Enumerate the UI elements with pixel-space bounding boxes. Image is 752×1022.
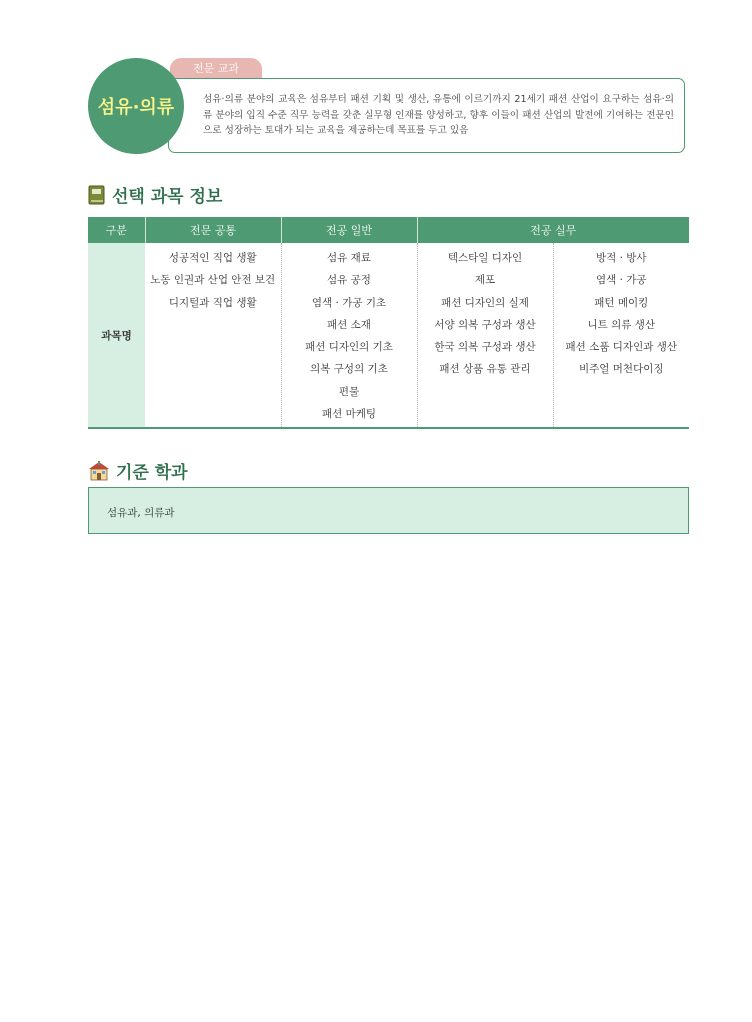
field-name: 섬유·의류 <box>97 97 175 118</box>
field-name-badge <box>88 58 184 154</box>
departments-box <box>88 487 689 534</box>
category-tag: 전문 교과 <box>170 58 262 80</box>
list-item: 편물 <box>338 385 360 398</box>
list-item: 패션 소재 <box>327 318 371 331</box>
subjects-title: 선택 과목 정보 <box>112 187 223 207</box>
list-item: 패턴 메이킹 <box>594 296 649 309</box>
list-item: 방적 · 방사 <box>595 252 647 264</box>
header-category: 구분 <box>88 217 145 243</box>
list-item: 염색 · 가공 <box>595 274 647 287</box>
header-common: 전문 공통 <box>145 217 281 243</box>
list-item: 패션 디자인의 실제 <box>441 296 529 309</box>
list-item: 서양 의복 구성과 생산 <box>434 318 536 331</box>
departments-section-title <box>88 458 188 483</box>
list-item: 염색 · 가공 기초 <box>311 296 387 309</box>
list-item: 디지털과 직업 생활 <box>168 296 257 309</box>
list-item: 패션 마케팅 <box>321 408 377 421</box>
table-row <box>88 243 689 428</box>
departments-list: 섬유과, 의류과 <box>107 507 175 519</box>
row-label: 과목명 <box>88 243 145 428</box>
subjects-section-title <box>88 182 222 207</box>
table-header-row <box>88 217 689 243</box>
departments-title: 기준 학과 <box>116 463 188 483</box>
subjects-table <box>88 217 689 429</box>
list-item: 섬유 공정 <box>327 274 371 287</box>
school-icon <box>88 461 110 481</box>
list-item: 한국 의복 구성과 생산 <box>434 341 536 354</box>
description-box <box>168 78 685 153</box>
book-icon <box>88 185 106 205</box>
header-general: 전공 일반 <box>281 217 417 243</box>
list-item: 제포 <box>474 274 496 287</box>
list-item: 비주얼 머천다이징 <box>579 363 664 376</box>
list-item: 섬유 재료 <box>327 252 371 264</box>
column-common <box>145 243 281 428</box>
header-practice: 전공 실무 <box>417 217 689 243</box>
field-description: 섬유·의류 분야의 교육은 섬유부터 패션 기획 및 생산, 유통에 이르기까지 21세기 패션 산업이 요구하는 섬유·의류 분야의 입직 수준 직무 능력을 갖춘 실무형 인재를 양성하고, 향후 이들이 패션 산업의 발전에 기여하는 전문인으로 성장하는 토대가 되는 교육을 제공하는데 목표를 두고 있음 <box>203 94 674 136</box>
column-practice-1 <box>417 243 553 428</box>
list-item: 패션 디자인의 기초 <box>305 341 393 354</box>
list-item: 노동 인권과 산업 안전 보건 <box>150 274 276 287</box>
list-item: 패션 상품 유통 관리 <box>439 363 531 376</box>
column-general <box>281 243 417 428</box>
list-item: 니트 의류 생산 <box>587 318 656 331</box>
list-item: 의복 구성의 기초 <box>310 363 388 376</box>
list-item: 텍스타일 디자인 <box>447 252 523 264</box>
list-item: 패션 소품 디자인과 생산 <box>565 341 677 354</box>
column-practice-2 <box>553 243 689 428</box>
list-item: 성공적인 직업 생활 <box>168 252 257 264</box>
